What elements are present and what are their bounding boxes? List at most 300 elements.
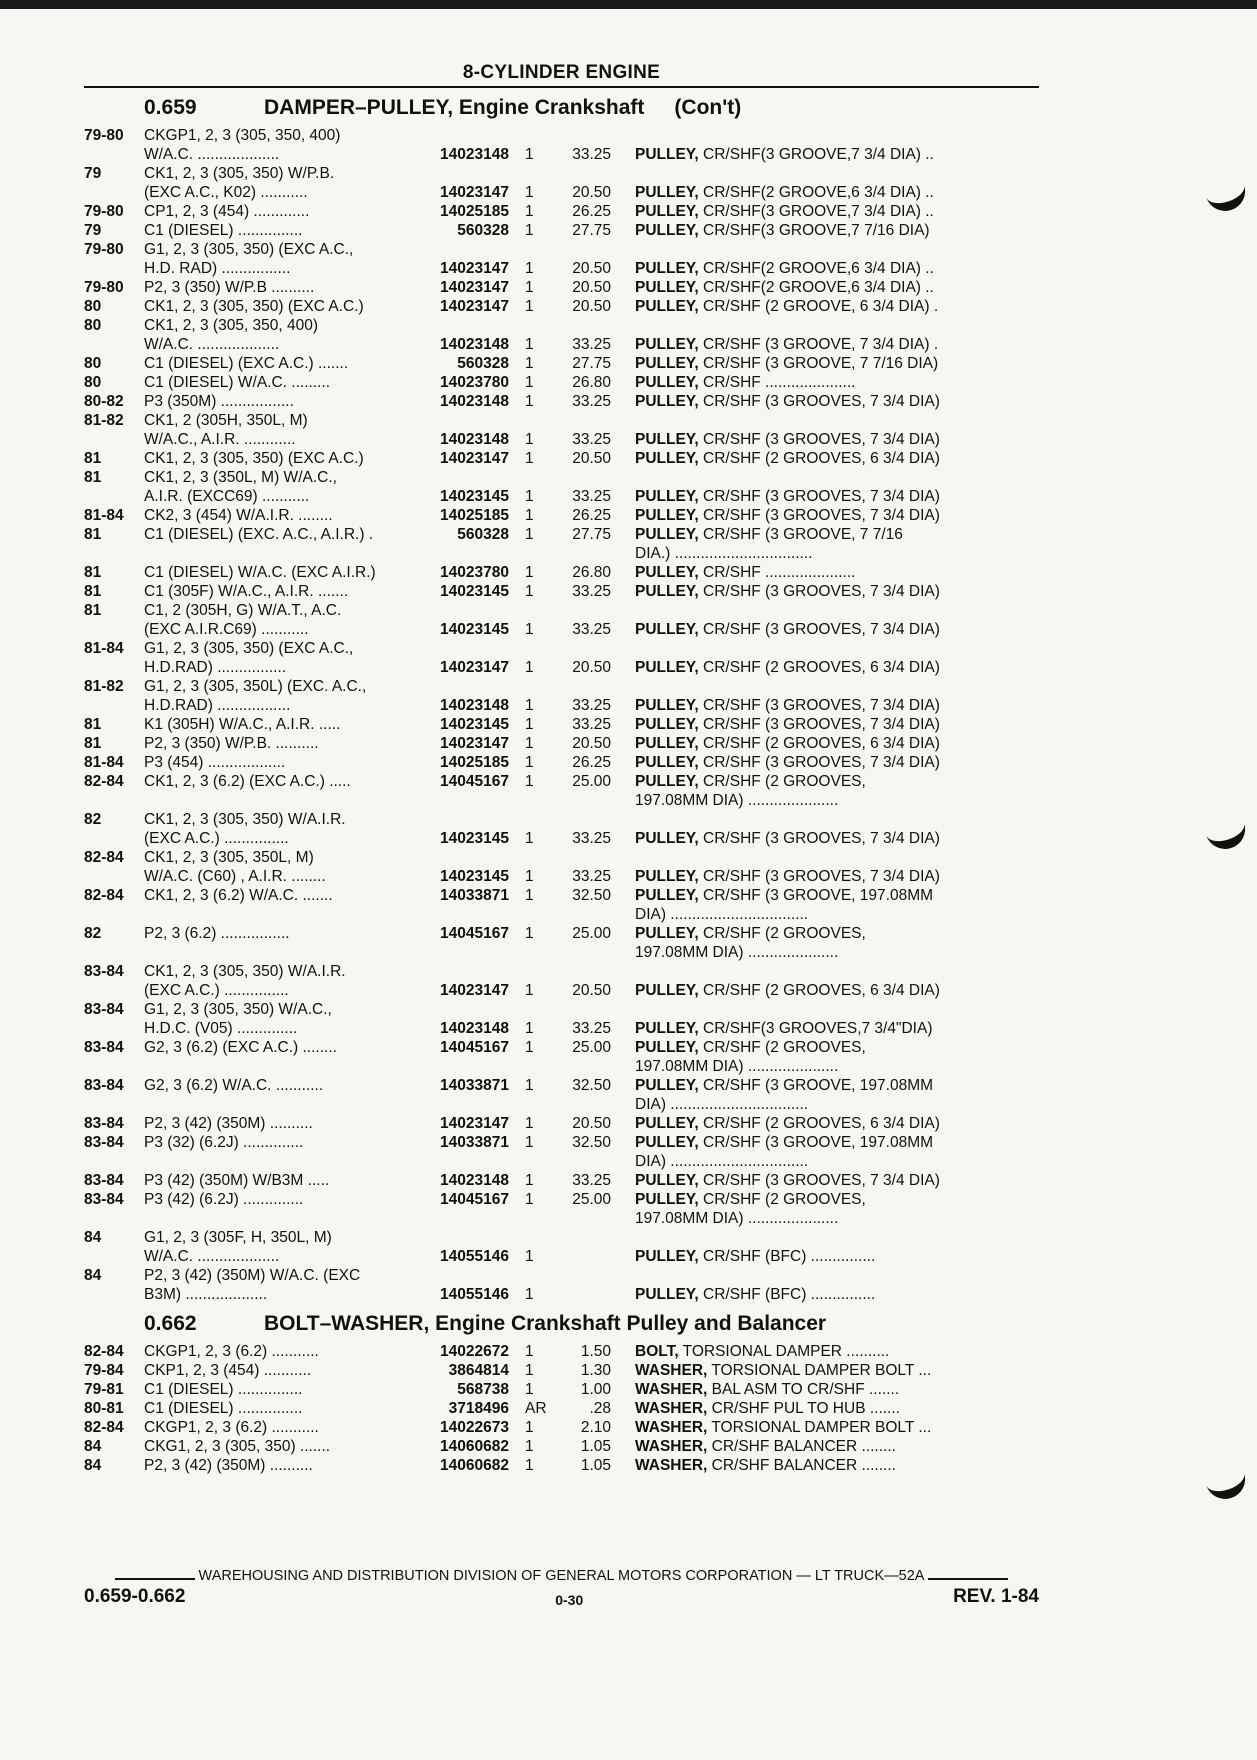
quantity: 1 (525, 203, 534, 220)
part-name-noun: WASHER, (635, 1362, 708, 1379)
quantity: 1 (525, 184, 534, 201)
quantity: 1 (525, 1077, 534, 1094)
application-description: W/A.C. ................... (144, 336, 280, 353)
model-years: 84 (84, 1229, 102, 1246)
part-name-detail: CR/SHF (3 GROOVE, 7 7/16 DIA) (698, 355, 939, 372)
part-number: 14060682 (440, 1438, 509, 1455)
part-name-detail: CR/SHF (3 GROOVES, 7 3/4 DIA) (698, 1172, 940, 1189)
application-description: G2, 3 (6.2) W/A.C. ........... (144, 1077, 324, 1094)
parts-row (84, 506, 1039, 525)
price: 1.50 (580, 1343, 611, 1360)
model-years: 80 (84, 298, 102, 315)
model-years: 81 (84, 716, 102, 733)
part-name-detail: TORSIONAL DAMPER BOLT ... (707, 1419, 932, 1436)
part-number: 14022673 (440, 1419, 509, 1436)
model-years: 83-84 (84, 1077, 124, 1094)
part-name (611, 373, 1005, 392)
parts-row (84, 1038, 1039, 1057)
application-description: CKP1, 2, 3 (454) ........... (144, 1362, 312, 1379)
model-years (84, 1247, 144, 1266)
parts-row (84, 563, 1039, 582)
part-number: 568738 (457, 1381, 509, 1398)
parts-row (84, 164, 1039, 183)
part-name-noun: PULLEY, (635, 1134, 699, 1151)
part-name-detail: CR/SHF (3 GROOVE, 7 7/16 (698, 526, 903, 543)
parts-row (84, 924, 1039, 943)
part-name-detail: CR/SHF (BFC) ............... (698, 1248, 876, 1265)
part-name-noun: PULLEY, (635, 203, 699, 220)
application-description: C1, 2 (305H, G) W/A.T., A.C. (144, 602, 342, 619)
quantity: 1 (525, 583, 534, 600)
parts-row (84, 316, 1039, 335)
model-years: 83-84 (84, 1001, 124, 1018)
price (548, 1266, 611, 1285)
part-number: 14023148 (440, 1172, 509, 1189)
part-number: 14023145 (440, 868, 509, 885)
part-number (422, 1000, 509, 1019)
parts-row (84, 810, 1039, 829)
part-name (611, 1380, 1005, 1399)
part-name-detail: CR/SHF (2 GROOVES, 6 3/4 DIA) (698, 735, 940, 752)
application-description: (EXC A.C.) ............... (144, 982, 289, 999)
part-name (611, 1285, 1005, 1304)
quantity: 1 (525, 488, 534, 505)
parts-row (84, 943, 1039, 962)
price (548, 1228, 611, 1247)
quantity: 1 (525, 982, 534, 999)
price: 2.10 (580, 1419, 611, 1436)
part-number: 14025185 (440, 754, 509, 771)
part-name-detail: 197.08MM DIA) ..................... (635, 944, 839, 961)
part-name (611, 962, 1005, 981)
part-name-detail: DIA.) ................................ (635, 545, 813, 562)
application-description: CK1, 2, 3 (305, 350) W/P.B. (144, 165, 335, 182)
part-name-noun: PULLEY, (635, 697, 699, 714)
price (548, 791, 611, 810)
parts-row (84, 240, 1039, 259)
part-number: 560328 (457, 526, 509, 543)
application-description: C1 (DIESEL) ............... (144, 222, 303, 239)
part-name-noun: PULLEY, (635, 564, 699, 581)
parts-row (84, 620, 1039, 639)
parts-row (84, 753, 1039, 772)
price: 33.25 (572, 393, 611, 410)
price (548, 544, 611, 563)
application-description: CK1, 2, 3 (305, 350L, M) (144, 849, 314, 866)
price: 33.25 (572, 488, 611, 505)
price (548, 1152, 611, 1171)
parts-row (84, 1437, 1039, 1456)
quantity: 1 (525, 925, 534, 942)
model-years: 82 (84, 811, 102, 828)
parts-row (84, 1399, 1039, 1418)
part-name (611, 544, 1005, 563)
application-description: B3M) ................... (144, 1286, 268, 1303)
part-name (611, 1228, 1005, 1247)
quantity: 1 (525, 1286, 534, 1303)
parts-row (84, 392, 1039, 411)
parts-row (84, 791, 1039, 810)
application-description: P3 (42) (350M) W/B3M ..... (144, 1172, 330, 1189)
parts-row (84, 696, 1039, 715)
price (548, 1095, 611, 1114)
price: 33.25 (572, 868, 611, 885)
price: 26.25 (572, 507, 611, 524)
part-name-noun: PULLEY, (635, 298, 699, 315)
parts-row (84, 335, 1039, 354)
part-name-detail: CR/SHF(2 GROOVE,6 3/4 DIA) .. (698, 184, 934, 201)
quantity (509, 1228, 548, 1247)
part-name (611, 259, 1005, 278)
price (548, 468, 611, 487)
model-years: 82-84 (84, 1419, 124, 1436)
application-description: (EXC A.I.R.C69) ........... (144, 621, 309, 638)
part-number (422, 791, 509, 810)
parts-row (84, 1133, 1039, 1152)
model-years: 81-84 (84, 754, 124, 771)
part-number: 14033871 (440, 1134, 509, 1151)
part-name (611, 487, 1005, 506)
part-name-noun: BOLT, (635, 1343, 679, 1360)
parts-row (84, 1266, 1039, 1285)
part-number (422, 677, 509, 696)
model-years: 79-80 (84, 127, 124, 144)
section-title: 8-CYLINDER ENGINE (462, 62, 661, 83)
part-number (422, 164, 509, 183)
group-heading (84, 1312, 1039, 1336)
model-years: 81 (84, 450, 102, 467)
model-years: 83-84 (84, 963, 124, 980)
part-number (422, 126, 509, 145)
part-name (611, 316, 1005, 335)
price (548, 1285, 611, 1304)
model-years: 80-82 (84, 393, 124, 410)
quantity: 1 (525, 716, 534, 733)
part-name-detail: DIA) ................................ (635, 906, 809, 923)
part-name-noun: PULLEY, (635, 583, 699, 600)
parts-row (84, 962, 1039, 981)
model-years: 81 (84, 564, 102, 581)
price (548, 810, 611, 829)
model-years: 81 (84, 735, 102, 752)
part-name (611, 1247, 1005, 1266)
part-name-detail: DIA) ................................ (635, 1153, 809, 1170)
part-number: 14023147 (440, 184, 509, 201)
group-heading (84, 96, 1039, 120)
application-description: P2, 3 (350) W/P.B .......... (144, 279, 315, 296)
price (548, 164, 611, 183)
model-years (84, 791, 144, 810)
parts-row (84, 772, 1039, 791)
page-footer (84, 1568, 1039, 1608)
model-years (84, 1209, 144, 1228)
part-name-noun: PULLEY, (635, 260, 699, 277)
part-name-noun: PULLEY, (635, 1172, 699, 1189)
price: 1.00 (580, 1381, 611, 1398)
part-number: 14045167 (440, 773, 509, 790)
quantity (509, 240, 548, 259)
model-years (84, 487, 144, 506)
quantity (509, 810, 548, 829)
parts-row (84, 905, 1039, 924)
binder-hole-mark (1200, 803, 1251, 854)
application-description: C1 (DIESEL) ............... (144, 1381, 303, 1398)
part-number: 14023145 (440, 830, 509, 847)
application-description (144, 943, 422, 962)
part-name-detail: TORSIONAL DAMPER .......... (678, 1343, 890, 1360)
application-description: P2, 3 (350) W/P.B. .......... (144, 735, 319, 752)
application-description: CKGP1, 2, 3 (6.2) ........... (144, 1343, 319, 1360)
part-number (422, 1057, 509, 1076)
quantity: 1 (525, 1172, 534, 1189)
part-name (611, 1095, 1005, 1114)
application-description: P3 (32) (6.2J) .............. (144, 1134, 304, 1151)
application-description: CK1, 2, 3 (305, 350) (EXC A.C.) (144, 298, 364, 315)
price (548, 943, 611, 962)
part-name-detail: CR/SHF (3 GROOVES, 7 3/4 DIA) (698, 583, 940, 600)
part-number: 14023148 (440, 146, 509, 163)
parts-row (84, 525, 1039, 544)
part-name (611, 1133, 1005, 1152)
part-name-noun: PULLEY, (635, 868, 699, 885)
price: 20.50 (572, 659, 611, 676)
parts-row (84, 1076, 1039, 1095)
part-name-detail: CR/SHF (2 GROOVES, (698, 773, 866, 790)
part-number: 14023147 (440, 1115, 509, 1132)
part-name-detail: CR/SHF(2 GROOVE,6 3/4 DIA) .. (698, 260, 934, 277)
part-name-detail: CR/SHF BALANCER ........ (707, 1438, 896, 1455)
model-years: 82-84 (84, 773, 124, 790)
part-name (611, 449, 1005, 468)
parts-row (84, 601, 1039, 620)
quantity: 1 (525, 1191, 534, 1208)
part-name (611, 734, 1005, 753)
parts-row (84, 1114, 1039, 1133)
price: 25.00 (572, 773, 611, 790)
part-number (422, 544, 509, 563)
part-name (611, 924, 1005, 943)
model-years: 83-84 (84, 1134, 124, 1151)
quantity (509, 1000, 548, 1019)
part-number: 14025185 (440, 203, 509, 220)
price: 33.25 (572, 583, 611, 600)
application-description: (EXC A.C., K02) ........... (144, 184, 308, 201)
part-name (611, 1019, 1005, 1038)
model-years: 79 (84, 222, 102, 239)
model-years: 84 (84, 1438, 102, 1455)
part-number: 14023148 (440, 393, 509, 410)
part-name-detail: CR/SHF(3 GROOVE,7 3/4 DIA) .. (698, 146, 934, 163)
parts-row (84, 886, 1039, 905)
parts-row (84, 1228, 1039, 1247)
part-name-noun: PULLEY, (635, 887, 699, 904)
application-description: P3 (42) (6.2J) .............. (144, 1191, 304, 1208)
part-name-detail: 197.08MM DIA) ..................... (635, 1058, 839, 1075)
application-description: G1, 2, 3 (305, 350) (EXC A.C., (144, 640, 354, 657)
quantity: 1 (525, 146, 534, 163)
price: 33.25 (572, 697, 611, 714)
part-name (611, 297, 1005, 316)
price: 26.80 (572, 374, 611, 391)
quantity: 1 (525, 830, 534, 847)
section-rule (84, 86, 1039, 88)
parts-row (84, 829, 1039, 848)
price (548, 601, 611, 620)
price (548, 905, 611, 924)
model-years (84, 829, 144, 848)
model-years (84, 696, 144, 715)
model-years: 81-84 (84, 507, 124, 524)
part-number (422, 1095, 509, 1114)
quantity: 1 (525, 868, 534, 885)
part-number: 14023780 (440, 564, 509, 581)
model-years: 84 (84, 1267, 102, 1284)
price: 27.75 (572, 355, 611, 372)
part-name-noun: WASHER, (635, 1419, 708, 1436)
part-name-noun: PULLEY, (635, 773, 699, 790)
part-name-detail: CR/SHF (2 GROOVE, 6 3/4 DIA) . (698, 298, 939, 315)
part-name-noun: PULLEY, (635, 925, 699, 942)
parts-row (84, 715, 1039, 734)
part-number (422, 240, 509, 259)
part-name (611, 1342, 1005, 1361)
parts-list (84, 126, 1039, 1304)
model-years (84, 905, 144, 924)
part-name (611, 677, 1005, 696)
part-name (611, 1114, 1005, 1133)
price (548, 848, 611, 867)
price: 27.75 (572, 222, 611, 239)
price (548, 316, 611, 335)
model-years: 82-84 (84, 849, 124, 866)
price: 1.30 (580, 1362, 611, 1379)
parts-row (84, 1361, 1039, 1380)
quantity (509, 677, 548, 696)
application-description (144, 544, 422, 563)
quantity: 1 (525, 1248, 534, 1265)
parts-row (84, 1247, 1039, 1266)
part-name-detail: CR/SHF PUL TO HUB ....... (707, 1400, 900, 1417)
part-name-noun: PULLEY, (635, 754, 699, 771)
quantity: 1 (525, 887, 534, 904)
part-number (422, 905, 509, 924)
price: 26.25 (572, 203, 611, 220)
part-name-detail: CR/SHF (3 GROOVES, 7 3/4 DIA) (698, 868, 940, 885)
application-description: P2, 3 (42) (350M) .......... (144, 1457, 313, 1474)
price: 32.50 (572, 1134, 611, 1151)
part-name (611, 1418, 1005, 1437)
application-description: H.D.RAD) ................. (144, 697, 291, 714)
parts-row (84, 278, 1039, 297)
model-years: 82-84 (84, 1343, 124, 1360)
quantity (509, 1057, 548, 1076)
price: 20.50 (572, 298, 611, 315)
part-number: 14033871 (440, 887, 509, 904)
parts-row (84, 1209, 1039, 1228)
price (548, 1209, 611, 1228)
quantity: AR (525, 1400, 547, 1417)
footer-division-line (84, 1568, 1039, 1584)
model-years: 81-82 (84, 412, 124, 429)
parts-row (84, 202, 1039, 221)
quantity (509, 468, 548, 487)
application-description: P2, 3 (6.2) ................ (144, 925, 290, 942)
parts-row (84, 354, 1039, 373)
model-years (84, 145, 144, 164)
part-name (611, 164, 1005, 183)
quantity (509, 962, 548, 981)
model-years: 79-80 (84, 203, 124, 220)
application-description: W/A.C., A.I.R. ............ (144, 431, 296, 448)
part-number (422, 943, 509, 962)
part-number: 14060682 (440, 1457, 509, 1474)
quantity: 1 (525, 279, 534, 296)
application-description: (EXC A.C.) ............... (144, 830, 289, 847)
price (548, 411, 611, 430)
model-years (84, 430, 144, 449)
application-description: CK1, 2, 3 (6.2) W/A.C. ....... (144, 887, 333, 904)
part-name-noun: PULLEY, (635, 222, 699, 239)
part-name-noun: PULLEY, (635, 1115, 699, 1132)
parts-row (84, 1342, 1039, 1361)
price: 25.00 (572, 1039, 611, 1056)
part-number (422, 468, 509, 487)
part-number: 14023780 (440, 374, 509, 391)
quantity (509, 1266, 548, 1285)
part-name (611, 1057, 1005, 1076)
model-years (84, 335, 144, 354)
part-number (422, 810, 509, 829)
part-name (611, 810, 1005, 829)
part-number: 14025185 (440, 507, 509, 524)
part-name (611, 1209, 1005, 1228)
part-name (611, 829, 1005, 848)
part-name (611, 639, 1005, 658)
price (548, 240, 611, 259)
quantity: 1 (525, 298, 534, 315)
part-name-detail: CR/SHF ..................... (698, 564, 856, 581)
parts-row (84, 981, 1039, 1000)
parts-row (84, 487, 1039, 506)
part-name-detail: CR/SHF (3 GROOVE, 197.08MM (698, 1134, 934, 1151)
quantity: 1 (525, 773, 534, 790)
price: 27.75 (572, 526, 611, 543)
footer-rule (928, 1578, 1008, 1580)
model-years (84, 259, 144, 278)
quantity: 1 (525, 431, 534, 448)
price (548, 639, 611, 658)
part-number: 14023148 (440, 697, 509, 714)
model-years: 80 (84, 374, 102, 391)
part-number: 14023148 (440, 431, 509, 448)
model-years (84, 1019, 144, 1038)
price: 20.50 (572, 184, 611, 201)
price: .28 (589, 1400, 611, 1417)
binder-hole-mark (1200, 165, 1251, 216)
part-number: 14023148 (440, 336, 509, 353)
model-years (84, 981, 144, 1000)
application-description: CK1, 2, 3 (305, 350) (EXC A.C.) (144, 450, 364, 467)
price (548, 126, 611, 145)
application-description: CK1, 2 (305H, 350L, M) (144, 412, 308, 429)
part-number (422, 411, 509, 430)
model-years: 83-84 (84, 1191, 124, 1208)
part-name (611, 658, 1005, 677)
application-description: C1 (DIESEL) W/A.C. ......... (144, 374, 331, 391)
quantity: 1 (525, 374, 534, 391)
part-name-detail: CR/SHF ..................... (698, 374, 856, 391)
model-years: 79-81 (84, 1381, 124, 1398)
